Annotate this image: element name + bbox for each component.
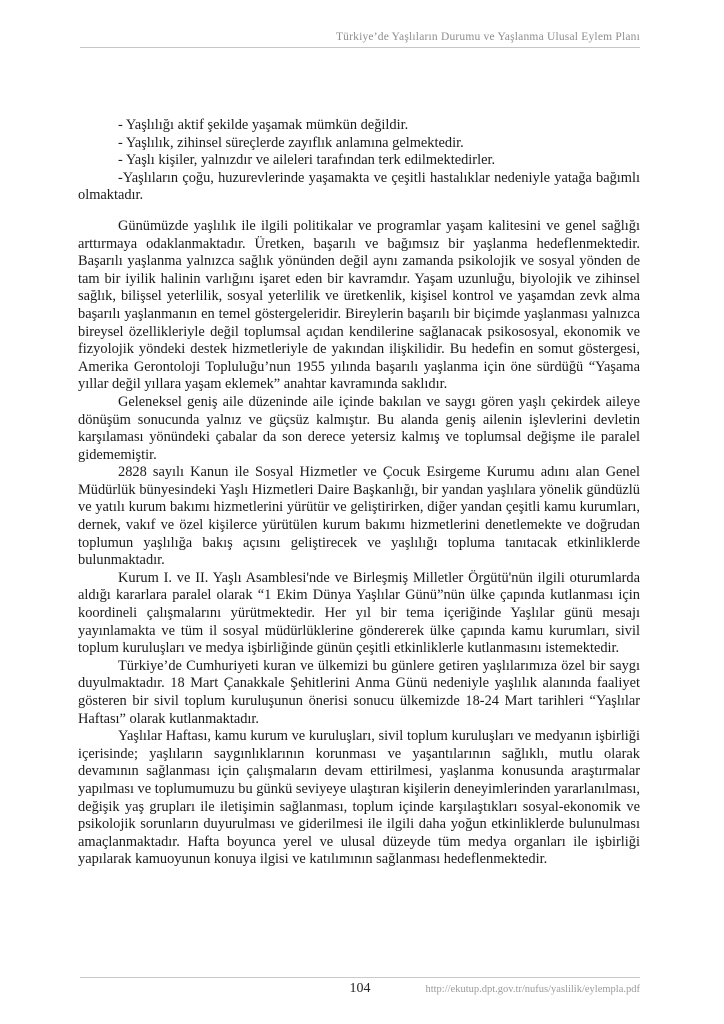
bullet-item: - Yaşlı kişiler, yalnızdır ve aileleri tarafından terk edilmektedirler. xyxy=(118,152,496,169)
page-footer xyxy=(80,977,640,1002)
body-paragraph: Kurum I. ve II. Yaşlı Asamblesi'nde ve Birleşmiş Milletler Örgütü'nün ilgili oturumlarda aldığı kararlara paralel olarak “1 Ekim Dünya Yaşlılar Günü”nün ülke çapında kutlanması için koordineli çalışmalarını yürütmektedir. Her yıl bir tema içeriğinde Yaşlılar günü mesajı yayınlamakta ve tüm il sosyal müdürlüklerine göndererek ülke çapında kamu kurumları, sivil toplum kuruluşları ve medya işbirliğinde günün çeşitli etkinliklerle kutlanmasını istemektedir. xyxy=(78,569,640,657)
header-title: Türkiye’de Yaşlıların Durumu ve Yaşlanma Ulusal Eylem Planı xyxy=(335,31,640,43)
page-number: 104 xyxy=(349,981,371,996)
bullet-list xyxy=(78,117,640,205)
body-paragraph: Yaşlılar Haftası, kamu kurum ve kuruluşları, sivil toplum kuruluşları ve medyanın işbirliği içerisinde; yaşlıların saygınlıklarının korunması ve yaşantılarının sağlıklı, mutlu olarak devamının sağlanması için çalışmaların devam ettirilmesi, yaşlanma konusunda araştırmalar yapılması ve toplumumuzu bu günkü seviyeye ulaştıran kişilerin deneyimlerinden yararlanılması, değişik yaş grupları ile iletişimin sağlanması, toplum içinde karşılaştıkları sosyal-ekonomik ve psikolojik sorunların duyurulması ve giderilmesi ile ilgili daha yoğun etkinliklerde bulunulması amaçlanmaktadır. Hafta boyunca yerel ve ulusal düzeyde tüm medya organları ile işbirliği yapılarak kamuoyunun konuya ilgisi ve katılımının sağlanması hedeflenmektedir. xyxy=(78,728,640,868)
body-paragraph: Geleneksel geniş aile düzeninde aile içinde bakılan ve saygı gören yaşlı çekirdek aileye dönüşüm sonucunda yalnız ve güçsüz kalmıştır. Bu alanda geniş ailenin işlevlerini devletin karşılaması yönündeki çabalar da son derece yetersiz kalmış ve toplumsal değişme ile paralel gidememiştir. xyxy=(78,393,640,463)
bullet-item: - Yaşlılığı aktif şekilde yaşamak mümkün değildir. xyxy=(118,117,409,133)
page-header xyxy=(80,31,640,48)
bullet-item: - Yaşlılık, zihinsel süreçlerde zayıflık anlamına gelmektedir. xyxy=(118,134,464,151)
page-body xyxy=(78,117,640,869)
bullet-item: -Yaşlıların çoğu, huzurevlerinde yaşamakta ve çeşitli hastalıklar nedeniyle yatağa bağımlı olmaktadır. xyxy=(78,169,640,204)
body-paragraph: Türkiye’de Cumhuriyeti kuran ve ülkemizi bu günlere getiren yaşlılarımıza özel bir saygı duyulmaktadır. 18 Mart Çanakkale Şehitlerini Anma Günü nedeniyle yaşlılık alanında faaliyet gösteren bir sivil toplum kuruluşunun önerisi sonucu ülkemizde 18-24 Mart tarihleri “Yaşlılar Haftası” olarak kutlanmaktadır. xyxy=(78,657,640,727)
body-paragraph: 2828 sayılı Kanun ile Sosyal Hizmetler ve Çocuk Esirgeme Kurumu adını alan Genel Müdürlük bünyesindeki Yaşlı Hizmetleri Daire Başkanlığı, bir yandan yaşlılara yönelik gündüzlü ve yatılı kurum bakımı hizmetlerini yürütür ve geliştirirken, diğer yandan çeşitli kamu kurumları, dernek, vakıf ve özel kişilerce yürütülen kurum bakımı hizmetlerini denetlemekte ve doğrudan toplumun yaşlılığa bakış açısını geliştirecek ve yaşlılığı topluma tanıtacak etkinliklerde bulunmaktadır. xyxy=(78,464,640,569)
body-paragraph: Günümüzde yaşlılık ile ilgili politikalar ve programlar yaşam kalitesini ve genel sağlığı arttırmaya odaklanmaktadır. Üretken, başarılı ve bağımsız bir yaşlanma hedeflenmektedir. Başarılı yaşlanma yalnızca sağlık yönünden değil aynı zamanda psikolojik ve sosyal yönden de tam bir iyilik halinin varlığını işaret eden bir kavramdır. Yaşam uzunluğu, biyolojik ve zihinsel sağlık, bilişsel yeterlilik, sosyal yeterlilik ve üretkenlik, kişisel kontrol ve yaşamdan zevk alma başarılı yaşlanmanın en temel göstergeleridir. Bireylerin başarılı bir biçimde yaşlanması yalnızca bireysel özellikleriyle değil toplumsal açıdan kendilerine sağlanacak psikososyal, ekonomik ve fizyolojik yöndeki destek hizmetleriyle de yakından ilişkilidir. Bu hedefin en somut göstergesi, Amerika Gerontoloji Topluluğu’nun 1955 yılında başarılı yaşlanma için öne sürdüğü “Yaşama yıllar değil yıllara yaşam eklemek” anahtar kavramında saklıdır. xyxy=(78,217,640,393)
footer-url: http://ekutup.dpt.gov.tr/nufus/yaslilik/eylempla.pdf xyxy=(425,984,640,995)
